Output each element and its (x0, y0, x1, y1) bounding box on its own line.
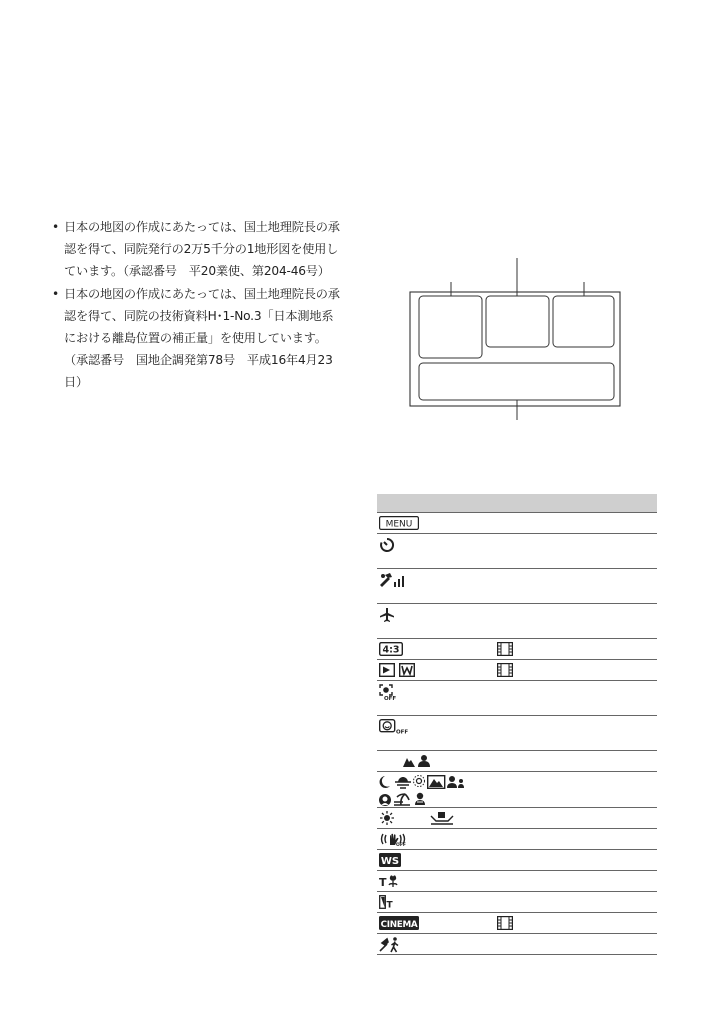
scene-selection-icons (379, 775, 479, 807)
table-row (377, 716, 657, 751)
table-row (377, 913, 657, 934)
tele-macro-icon (379, 874, 399, 888)
table-row (377, 681, 657, 716)
note-item (52, 216, 342, 283)
gps-signal-icon (379, 572, 405, 588)
upper-center-area (486, 296, 549, 347)
menu-icon-label: MENU (385, 519, 413, 530)
table-row (377, 660, 657, 681)
screen-frame (410, 292, 620, 406)
airplane-mode-icon (379, 607, 395, 623)
table-row (377, 850, 657, 871)
table-header (377, 494, 657, 513)
bullet-icon: • (52, 220, 59, 234)
tele-macro-label: T (379, 876, 387, 888)
cinema-effect-label: CINEMA (380, 919, 418, 930)
note-text: 日本の地図の作成にあたっては、国土地理院長の承認を得て、同院発行の2万5千分の1地形図を使用しています。（承認番号 平20業使、第204-46号） (64, 220, 340, 279)
wide-select-icon (379, 853, 401, 867)
table-row (377, 604, 657, 639)
aspect-ratio-label: 4:3 (382, 644, 400, 656)
table-row (377, 639, 657, 660)
face-off-label: OFF (384, 696, 397, 700)
note-text: 日本の地図の作成にあたっては、国土地理院長の承認を得て、同院の技術資料H･1-No.3「日本測地系における離島位置の補正量」を使用しています。（承認番号 国地企調発第78号 平成16年4月23日） (64, 286, 340, 390)
face-detection-off-icon (379, 684, 403, 700)
cinema-effect-icon (379, 916, 419, 930)
steadyshot-off-icon (379, 832, 407, 846)
menu-icon (379, 516, 419, 530)
walking-mode-icon (379, 937, 401, 953)
movie-film-icon (497, 916, 513, 930)
table-row (377, 534, 657, 569)
table-header-row (377, 494, 657, 513)
bottom-area (419, 363, 614, 400)
table-row (377, 513, 657, 534)
backlight-icon (379, 895, 397, 909)
screen-layout-svg (400, 252, 640, 422)
backlight-label: T (386, 900, 393, 909)
scene-landscape-portrait-icons (379, 754, 435, 768)
table-row (377, 892, 657, 913)
white-balance-icons (379, 811, 459, 825)
smile-shutter-off-icon (379, 719, 409, 735)
indicator-table (377, 494, 657, 955)
movie-film-icon (497, 642, 513, 656)
table-row (377, 569, 657, 604)
upper-left-area (419, 296, 482, 358)
bullet-icon: • (52, 286, 59, 301)
self-timer-icon (379, 537, 395, 553)
notes-list (52, 216, 342, 394)
upper-right-area (553, 296, 614, 347)
table-row (377, 934, 657, 955)
steadyshot-off-label: OFF (396, 843, 406, 846)
aspect-ratio-icon (379, 642, 403, 656)
lcd-screen-diagram (400, 252, 640, 422)
movie-film-icon (497, 663, 513, 677)
wide-select-label: WS (380, 855, 400, 867)
picture-effect-icons (379, 663, 415, 677)
table-row (377, 772, 657, 808)
note-item (52, 283, 342, 394)
table-row (377, 829, 657, 850)
smile-off-label: OFF (396, 729, 409, 735)
table-row (377, 808, 657, 829)
table-row (377, 751, 657, 772)
table-row (377, 871, 657, 892)
